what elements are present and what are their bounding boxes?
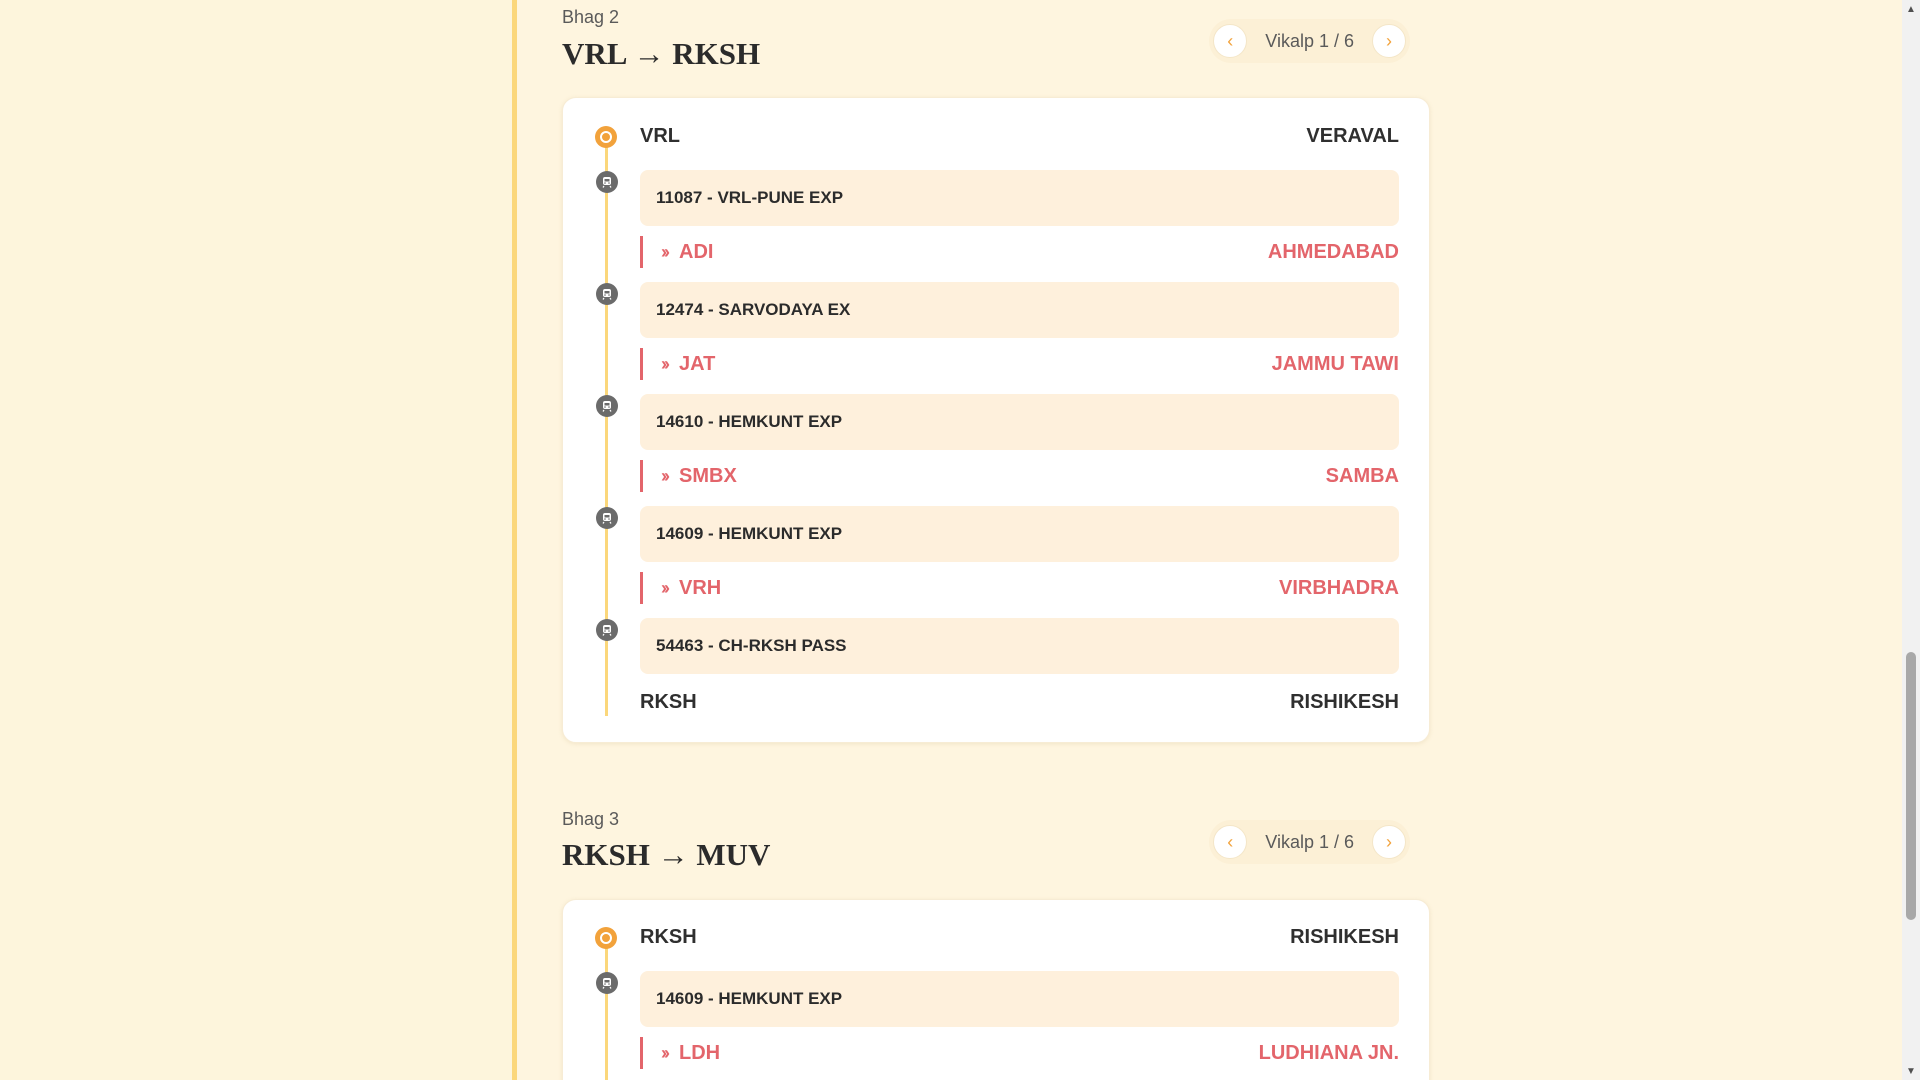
train-item[interactable]: 14610 - HEMKUNT EXP: [640, 394, 1399, 450]
next-option-button[interactable]: [1372, 24, 1406, 58]
section-bhag-2: [562, 0, 1430, 760]
pager: [1209, 19, 1410, 63]
station-name: VERAVAL: [1306, 125, 1399, 147]
section-title: VRL → RKSH: [562, 36, 761, 71]
timeline-line: [605, 940, 608, 1080]
station-name: RISHIKESH: [1290, 926, 1399, 948]
transfer-code-wrap: [661, 241, 713, 264]
prev-option-button[interactable]: [1213, 24, 1247, 58]
transfer-station: [640, 236, 1399, 268]
map-pin-icon: [595, 927, 617, 949]
option-counter: Vikalp 1 / 6: [1265, 831, 1354, 852]
station-name: VIRBHADRA: [1279, 576, 1399, 599]
transfer-station: [640, 1037, 1399, 1069]
pager: [1209, 820, 1410, 864]
scroll-up-arrow-icon[interactable]: ▲: [1906, 3, 1916, 15]
station-code: RKSH: [640, 926, 697, 948]
double-chevron-right-icon: ››: [661, 241, 667, 262]
scrollbar[interactable]: [1902, 0, 1920, 1080]
double-chevron-right-icon: ››: [661, 353, 667, 374]
station-code: LDH: [679, 1041, 721, 1064]
double-chevron-right-icon: ››: [661, 465, 667, 486]
station-code: JAT: [679, 352, 716, 375]
train-item[interactable]: 14609 - HEMKUNT EXP: [640, 971, 1399, 1027]
train-icon: [596, 283, 618, 305]
station-code: SMBX: [679, 464, 737, 487]
station-code: VRH: [679, 576, 722, 599]
train-icon: [596, 619, 618, 641]
transfer-station: [640, 348, 1399, 380]
next-option-button[interactable]: [1372, 825, 1406, 859]
station-name: SAMBA: [1325, 464, 1399, 487]
prev-option-button[interactable]: [1213, 825, 1247, 859]
train-item[interactable]: 12474 - SARVODAYA EX: [640, 282, 1399, 338]
transfer-station: [640, 572, 1399, 604]
scroll-down-arrow-icon[interactable]: ▼: [1906, 1065, 1916, 1077]
station-name: AHMEDABAD: [1267, 240, 1399, 263]
station-name: LUDHIANA JN.: [1258, 1041, 1399, 1064]
station-name: RISHIKESH: [1290, 691, 1399, 713]
train-item[interactable]: 14609 - HEMKUNT EXP: [640, 506, 1399, 562]
origin-station: [640, 926, 1399, 949]
train-icon: [596, 507, 618, 529]
chevron-left-icon: ‹: [1227, 30, 1234, 51]
map-pin-icon: [595, 126, 617, 148]
transfer-code-wrap: [661, 353, 715, 376]
scrollbar-thumb[interactable]: [1906, 652, 1916, 920]
destination-station: [640, 691, 1399, 714]
station-name: JAMMU TAWI: [1271, 352, 1399, 375]
station-code: ADI: [679, 240, 714, 263]
transfer-station: [640, 460, 1399, 492]
transfer-code-wrap: [661, 1042, 720, 1065]
station-code: VRL: [640, 125, 680, 147]
section-label: Bhag 3: [562, 809, 620, 829]
section-title: RKSH → MUV: [562, 837, 771, 872]
double-chevron-right-icon: ››: [661, 1042, 667, 1063]
option-counter: Vikalp 1 / 6: [1265, 30, 1354, 51]
train-icon: [596, 171, 618, 193]
station-code: RKSH: [640, 691, 697, 713]
train-icon: [596, 972, 618, 994]
origin-station: [640, 125, 1399, 148]
train-item[interactable]: 11087 - VRL-PUNE EXP: [640, 170, 1399, 226]
chevron-left-icon: ‹: [1227, 831, 1234, 852]
route-card: [562, 899, 1430, 1080]
chevron-right-icon: ›: [1386, 30, 1392, 51]
transfer-code-wrap: [661, 465, 737, 488]
section-bhag-3: [562, 800, 1430, 1080]
double-chevron-right-icon: ››: [661, 577, 667, 598]
chevron-right-icon: ›: [1386, 831, 1392, 852]
section-label: Bhag 2: [562, 7, 620, 27]
train-item[interactable]: 54463 - CH-RKSH PASS: [640, 618, 1399, 674]
train-icon: [596, 395, 618, 417]
route-card: [562, 97, 1430, 743]
transfer-code-wrap: [661, 577, 721, 600]
